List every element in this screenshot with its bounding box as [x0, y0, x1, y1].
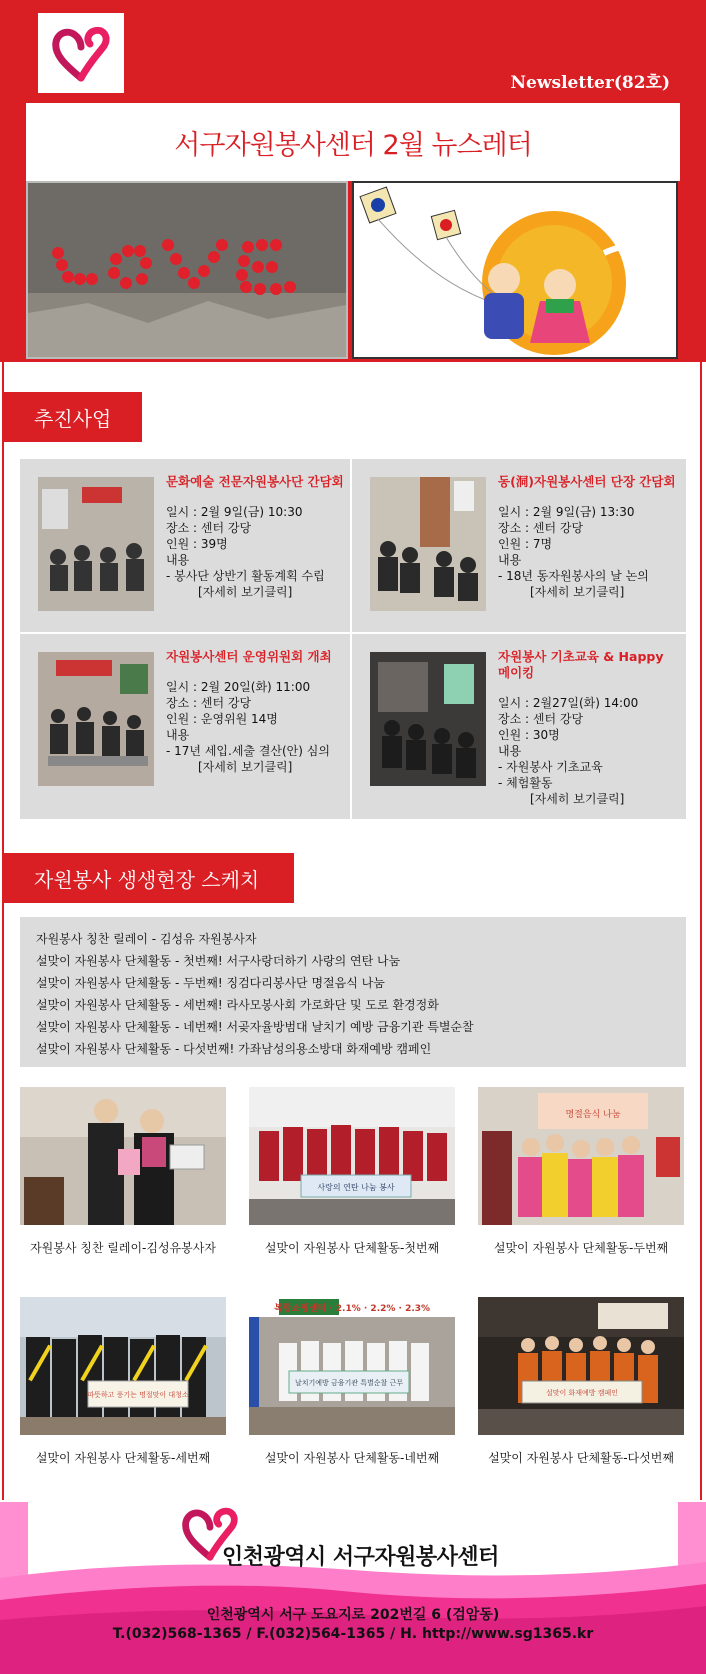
page-title: 서구자원봉사센터 2월 뉴스레터	[174, 129, 532, 161]
more-link[interactable]: [자세히 보기클릭]	[530, 792, 625, 806]
gallery-item[interactable]	[478, 1297, 684, 1466]
sketch-item[interactable]: 자원봉사 칭찬 릴레이 - 김성유 자원봉사자	[36, 932, 257, 946]
gallery-caption: 자원봉사 칭찬 릴레이-김성유봉사자	[30, 1241, 216, 1255]
gallery-photo	[249, 1087, 455, 1225]
header	[0, 0, 706, 362]
project-date: 일시 : 2월 9일(금) 13:30	[498, 505, 635, 519]
project-card	[20, 459, 350, 631]
project-content: - 봉사단 상반기 활동계획 수립	[166, 569, 325, 583]
banner-text: 설맞이 화재예방 캠페인	[545, 1389, 619, 1397]
gallery-item[interactable]	[20, 1297, 226, 1466]
project-content: - 체험활동	[498, 776, 553, 790]
sketch-item[interactable]: 설맞이 자원봉사 단체활동 - 다섯번째! 가좌남성의용소방대 화재예방 캠페인	[36, 1042, 432, 1056]
gallery-photo	[20, 1087, 226, 1225]
footer-org-name: 인천광역시 서구자원봉사센터	[222, 1545, 499, 1570]
more-link[interactable]: [자세히 보기클릭]	[530, 585, 625, 599]
footer-contact[interactable]: T.(032)568-1365 / F.(032)564-1365 / H. http://www.sg1365.kr	[112, 1626, 594, 1642]
gallery-photo	[478, 1087, 684, 1225]
section-title-sketch: 자원봉사 생생현장 스케치	[4, 853, 294, 903]
project-title: 동(洞)자원봉사센터 단장 간담회	[498, 474, 676, 489]
projects-grid	[20, 459, 686, 819]
newsletter-number: Newsletter(82호)	[510, 73, 670, 93]
new-year-illustration	[352, 181, 678, 359]
more-link[interactable]: [자세히 보기클릭]	[198, 585, 293, 599]
project-place: 장소 : 센터 강당	[166, 521, 252, 535]
project-title: 문화예술 전문자원봉사단 간담회	[166, 474, 344, 489]
sketch-item[interactable]: 설맞이 자원봉사 단체활동 - 두번째! 징검다리봉사단 명절음식 나눔	[36, 976, 385, 990]
gallery-item[interactable]	[20, 1087, 226, 1256]
sketch-item[interactable]: 설맞이 자원봉사 단체활동 - 네번째! 서곶자율방범대 날치기 예방 금융기관 특별순찰	[36, 1020, 474, 1034]
project-photo	[370, 652, 486, 786]
gallery-item[interactable]	[478, 1087, 684, 1256]
more-link[interactable]: [자세히 보기클릭]	[198, 760, 293, 774]
heart-logo-icon	[50, 24, 112, 82]
gallery-item[interactable]	[249, 1087, 455, 1256]
gallery-photo	[20, 1297, 226, 1435]
project-place: 장소 : 센터 강당	[498, 712, 584, 726]
project-people: 인원 : 7명	[498, 537, 553, 551]
project-photo	[38, 477, 154, 611]
gallery-caption: 설맞이 자원봉사 단체활동-다섯번째	[488, 1451, 674, 1465]
project-place: 장소 : 센터 강당	[498, 521, 584, 535]
project-people: 인원 : 39명	[166, 537, 228, 551]
logo[interactable]	[38, 13, 124, 93]
project-card	[352, 634, 682, 806]
gallery-photo	[249, 1297, 455, 1435]
sketch-item[interactable]: 설맞이 자원봉사 단체활동 - 첫번째! 서구사랑더하기 사랑의 연탄 나눔	[36, 954, 401, 968]
project-content-label: 내용	[166, 728, 190, 742]
section-title-projects: 추진사업	[4, 392, 142, 442]
project-title: 자원봉사센터 운영위원회 개최	[166, 649, 332, 664]
project-content: - 18년 동자원봉사의 날 논의	[498, 569, 649, 583]
banner-text: 사랑의 연탄 나눔 봉사	[317, 1183, 395, 1192]
sign-text: 복합쇼핑센터 · 2.1% · 2.2% · 2.3%	[273, 1304, 431, 1314]
gallery-caption: 설맞이 자원봉사 단체활동-네번째	[264, 1451, 440, 1465]
banner-text: 명절음식 나눔	[565, 1110, 621, 1120]
gallery-photo	[478, 1297, 684, 1435]
project-place: 장소 : 센터 강당	[166, 696, 252, 710]
banner-text: 날치기예방 금융기관 특별순찰 근무	[294, 1379, 404, 1387]
project-title: 자원봉사 기초교육 & Happy 메이킹	[498, 649, 664, 680]
project-content-label: 내용	[166, 553, 190, 567]
project-card	[352, 459, 682, 631]
sketch-item[interactable]: 설맞이 자원봉사 단체활동 - 세번째! 라사모봉사회 가로화단 및 도로 환경정화	[36, 998, 439, 1012]
gallery-item[interactable]	[249, 1297, 455, 1466]
project-content: - 17년 세입.세출 결산(안) 심의	[166, 744, 330, 758]
footer-address: 인천광역시 서구 도요지로 202번길 6 (검암동)	[206, 1607, 500, 1623]
title-band	[26, 103, 680, 181]
love-photo	[26, 181, 348, 359]
gallery-caption: 설맞이 자원봉사 단체활동-두번째	[493, 1241, 669, 1255]
project-content: - 자원봉사 기초교육	[498, 760, 603, 774]
project-card	[20, 634, 350, 806]
banner-text: 따뜻하고 풍기는 명절맞이 대청소	[87, 1391, 189, 1399]
project-content-label: 내용	[498, 744, 522, 758]
sketch-list	[20, 917, 686, 1067]
project-photo	[370, 477, 486, 611]
project-content-label: 내용	[498, 553, 522, 567]
project-date: 일시 : 2월 9일(금) 10:30	[166, 505, 303, 519]
footer-background	[0, 1500, 706, 1674]
project-date: 일시 : 2월27일(화) 14:00	[498, 696, 639, 710]
project-people: 인원 : 운영위원 14명	[166, 712, 278, 726]
project-date: 일시 : 2월 20일(화) 11:00	[166, 680, 311, 694]
footer	[0, 1500, 706, 1674]
gallery-caption: 설맞이 자원봉사 단체활동-첫번째	[264, 1241, 440, 1255]
gallery-caption: 설맞이 자원봉사 단체활동-세번째	[35, 1451, 211, 1465]
project-photo	[38, 652, 154, 786]
project-people: 인원 : 30명	[498, 728, 560, 742]
